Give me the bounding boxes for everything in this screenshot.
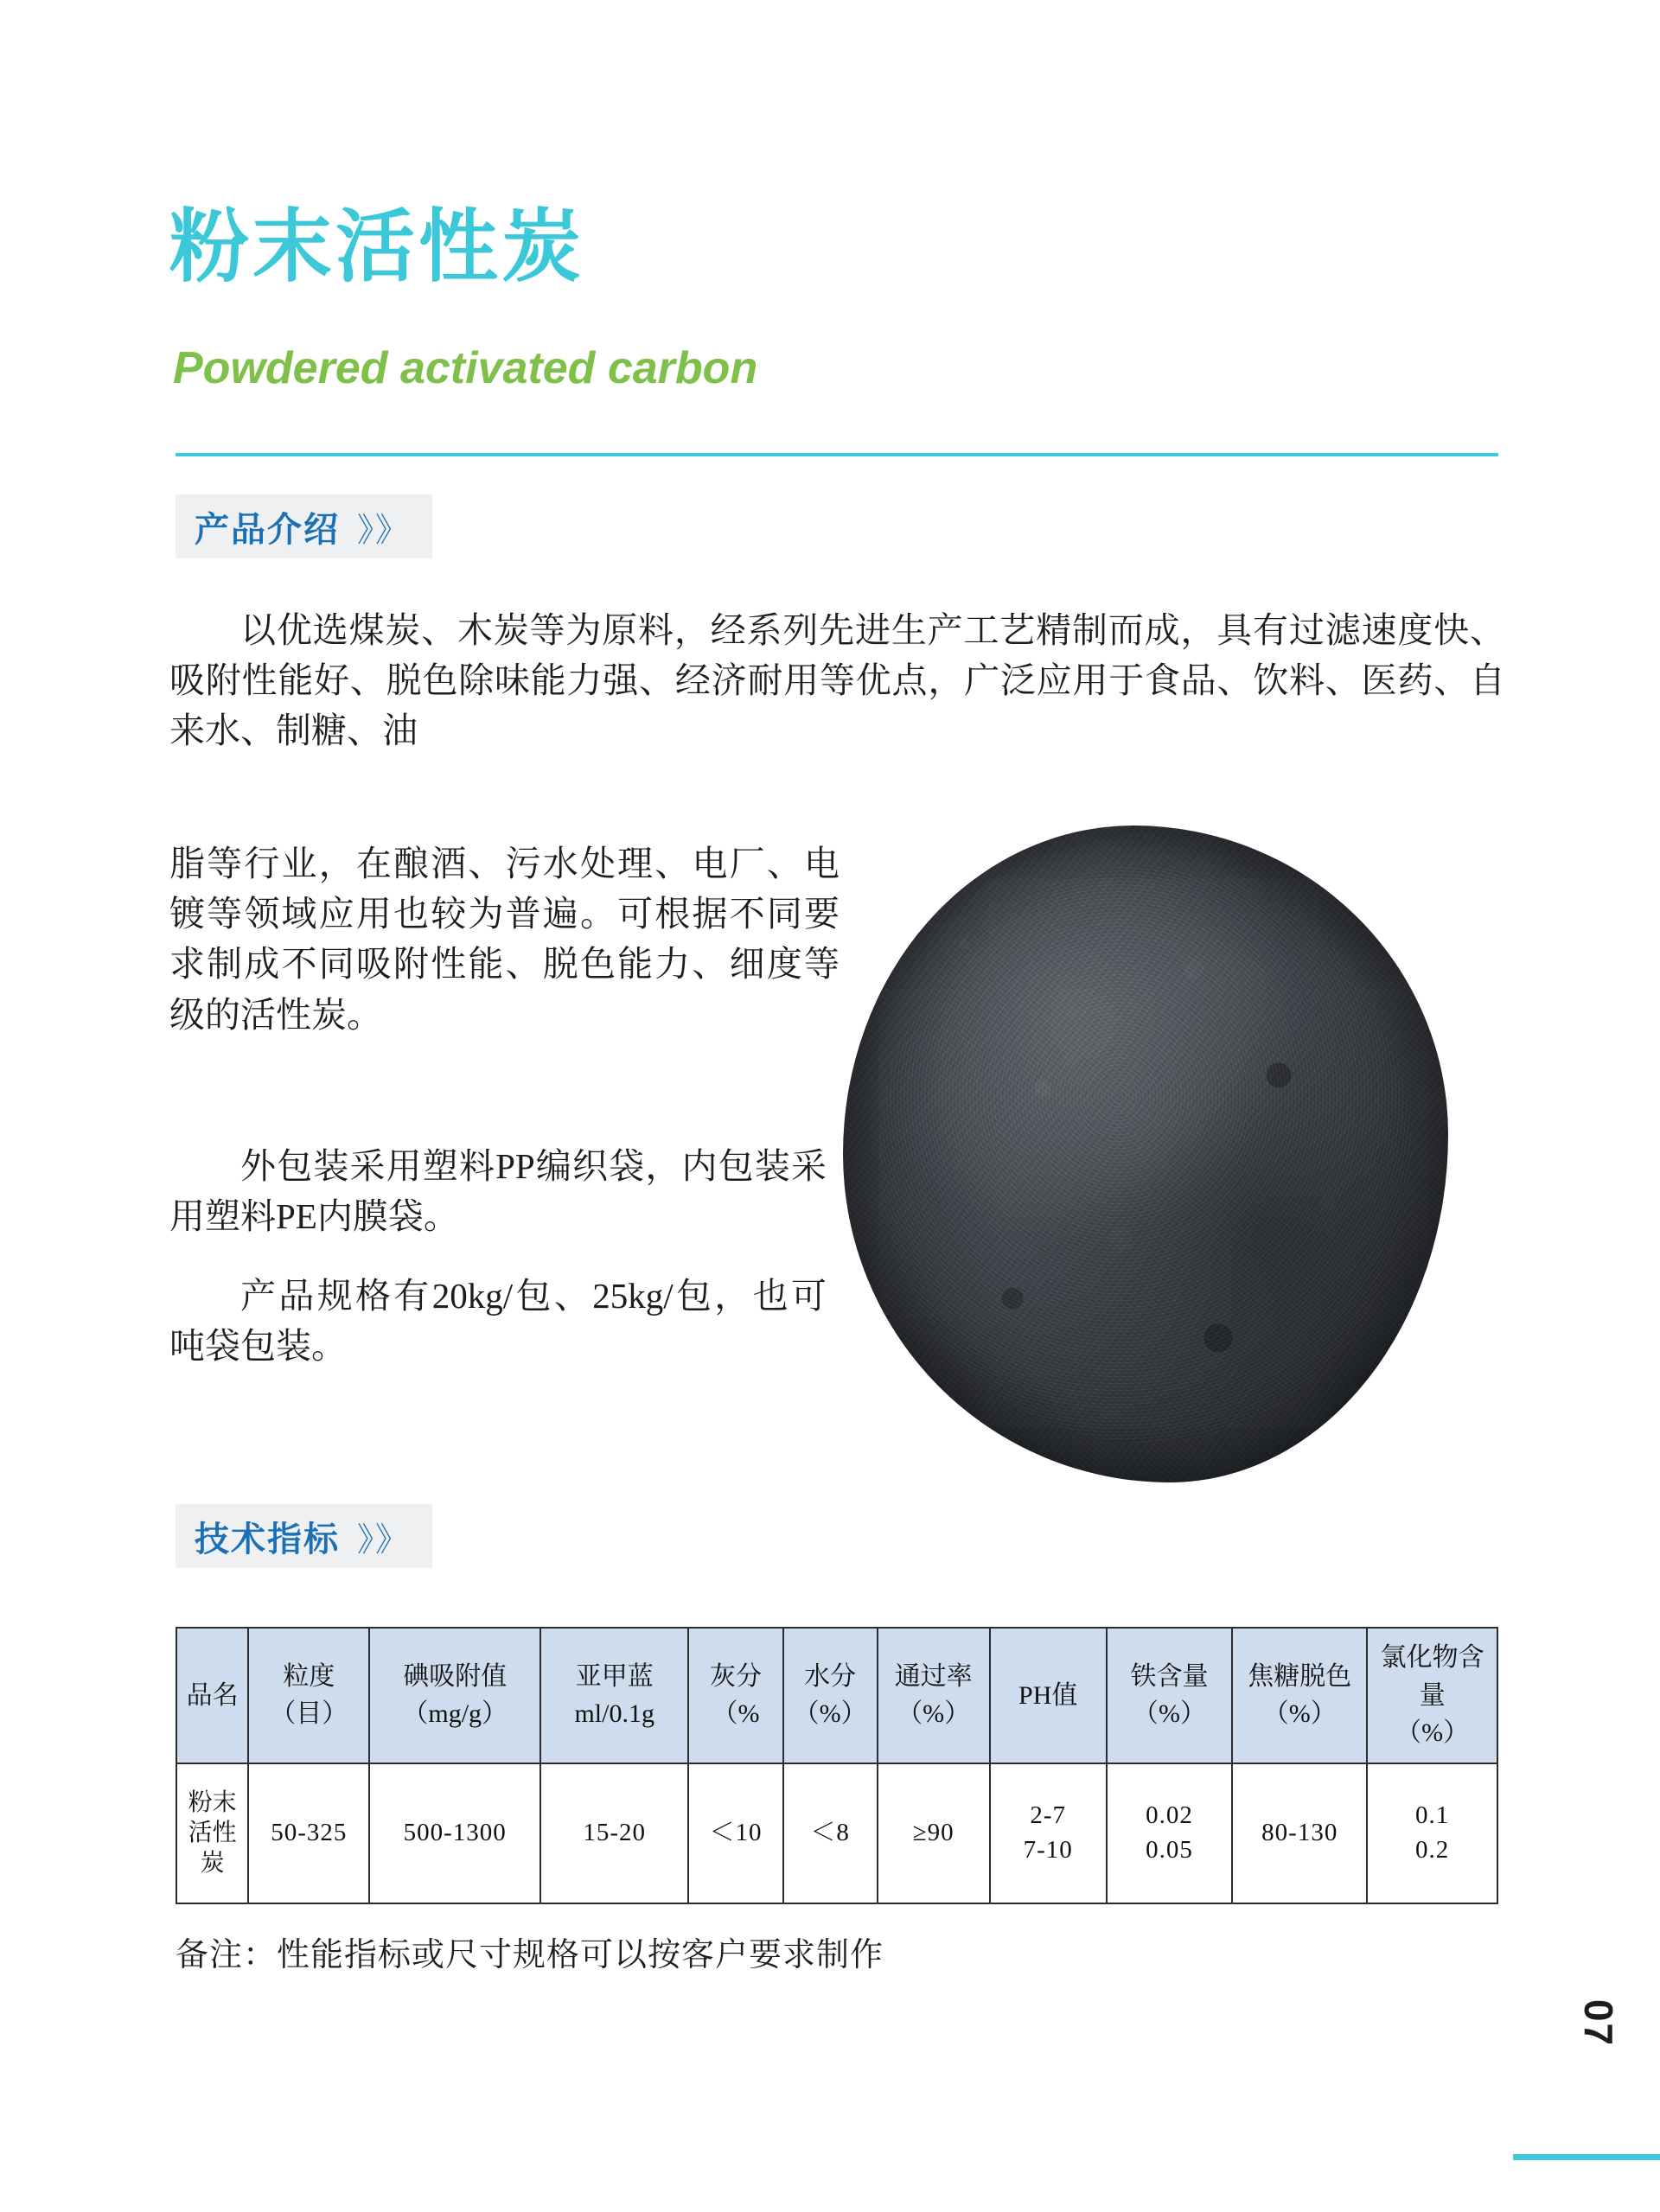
col-header-moisture: 水分 （%） [783, 1628, 878, 1763]
cell-particle-size: 50-325 [248, 1763, 369, 1903]
section-heading-introduction-label: 产品介绍 [195, 510, 340, 549]
col-header-methylene-blue: 亚甲蓝 ml/0.1g [540, 1628, 689, 1763]
col-header-name: 品名 [176, 1628, 248, 1763]
intro-paragraph-3: 产品规格有20kg/包、25kg/包，也可吨袋包装。 [169, 1276, 827, 1367]
cell-chloride-content: 0.1 0.2 [1367, 1763, 1497, 1903]
product-photo-activated-carbon-powder [843, 826, 1448, 1482]
section-heading-introduction [176, 494, 432, 558]
footer-accent-rule [1513, 2154, 1660, 2160]
col-header-ash: 灰分 （% [688, 1628, 782, 1763]
col-header-iodine-value: 碘吸附值 （mg/g） [369, 1628, 540, 1763]
table-remark: 备注：性能指标或尺寸规格可以按客户要求制作 [176, 1937, 884, 1973]
col-header-chloride-content: 氯化物含量 （%） [1367, 1628, 1497, 1763]
intro-paragraph-2: 外包装采用塑料PP编织袋，内包装采用塑料PE内膜袋。 [169, 1146, 827, 1237]
cell-caramel-decolorization: 80-130 [1232, 1763, 1367, 1903]
col-header-particle-size: 粒度 （目） [248, 1628, 369, 1763]
spec-table-header-row [176, 1628, 1497, 1763]
cell-moisture: ＜8 [783, 1763, 878, 1903]
section-heading-specifications-label: 技术指标 [195, 1520, 340, 1559]
cell-product-name: 粉末活性炭 [176, 1763, 248, 1903]
cell-ph: 2-7 7-10 [990, 1763, 1107, 1903]
cell-ash: ＜10 [688, 1763, 782, 1903]
page-number: 07 [1576, 1998, 1621, 2047]
intro-paragraph-1-continued: 脂等行业，在酿酒、污水处理、电厂、电镀等领域应用也较为普遍。可根据不同要求制成不同吸附性能、脱色能力、细度等级的活性炭。 [169, 844, 840, 1035]
cell-pass-rate: ≥90 [878, 1763, 990, 1903]
chevron-double-right-icon-2: 》》 [357, 1520, 411, 1559]
photo-texture-fine [879, 865, 1412, 1444]
spec-table-body [176, 1763, 1497, 1903]
table-row [176, 1763, 1497, 1903]
page-title-zh: 粉末活性炭 [169, 203, 585, 291]
spec-table-head [176, 1628, 1497, 1763]
col-header-caramel-decolorization: 焦糖脱色 （%） [1232, 1628, 1367, 1763]
col-header-pass-rate: 通过率 （%） [878, 1628, 990, 1763]
spec-table-wrapper [176, 1627, 1498, 1904]
col-header-ph: PH值 [990, 1628, 1107, 1763]
cell-methylene-blue: 15-20 [540, 1763, 689, 1903]
spec-table [176, 1627, 1498, 1904]
cell-iodine-value: 500-1300 [369, 1763, 540, 1903]
page-title-en: Powdered activated carbon [173, 343, 758, 393]
title-divider [176, 453, 1498, 456]
chevron-double-right-icon: 》》 [357, 510, 411, 549]
cell-iron-content: 0.02 0.05 [1107, 1763, 1233, 1903]
col-header-iron-content: 铁含量 （%） [1107, 1628, 1233, 1763]
intro-paragraph-1: 以优选煤炭、木炭等为原料，经系列先进生产工艺精制而成，具有过滤速度快、吸附性能好、脱色除味能力强、经济耐用等优点，广泛应用于食品、饮料、医药、自来水、制糖、油 [169, 610, 1505, 751]
section-heading-specifications [176, 1504, 432, 1568]
